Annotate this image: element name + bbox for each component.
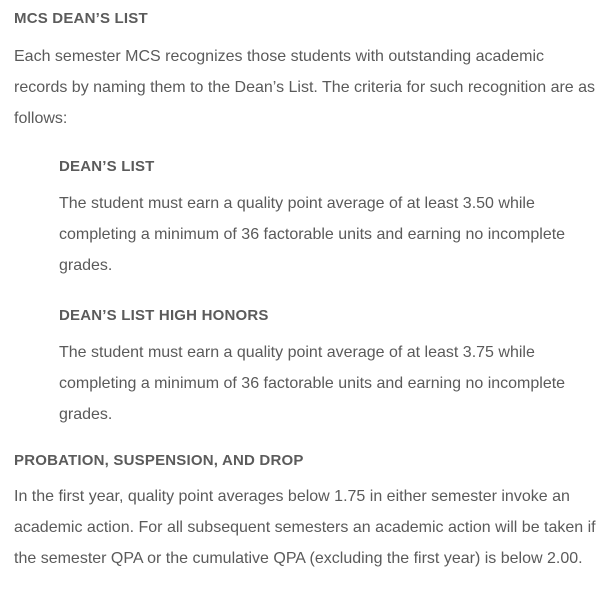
section-intro-deans-list: Each semester MCS recognizes those students with outstanding academic records by naming them to the Dean’s List. The criteria for such recognition are as follows: — [14, 48, 596, 127]
section-heading-probation-suspension-drop: PROBATION, SUSPENSION, AND DROP — [14, 452, 304, 469]
section-heading-deans-list: MCS DEAN’S LIST — [14, 10, 148, 27]
subsection-deans-list — [59, 158, 598, 281]
subsection-text-deans-list-high-honors: The student must earn a quality point average of at least 3.75 while completing a minimum of 36 factorable units and earning no incomplete grades. — [59, 344, 566, 423]
section-intro-probation-suspension-drop: In the first year, quality point averages below 1.75 in either semester invoke an academic action. For all subsequent semesters an academic action will be taken if the semester QPA or the cumulative QPA (excluding the first year) is below 2.00. — [14, 488, 596, 567]
subsection-heading-deans-list-high-honors: DEAN’S LIST HIGH HONORS — [59, 307, 269, 324]
subsection-text-deans-list: The student must earn a quality point average of at least 3.50 while completing a minimum of 36 factorable units and earning no incomplete grades. — [59, 195, 566, 274]
subsection-deans-list-high-honors — [59, 307, 598, 430]
subsection-heading-deans-list: DEAN’S LIST — [59, 158, 155, 175]
